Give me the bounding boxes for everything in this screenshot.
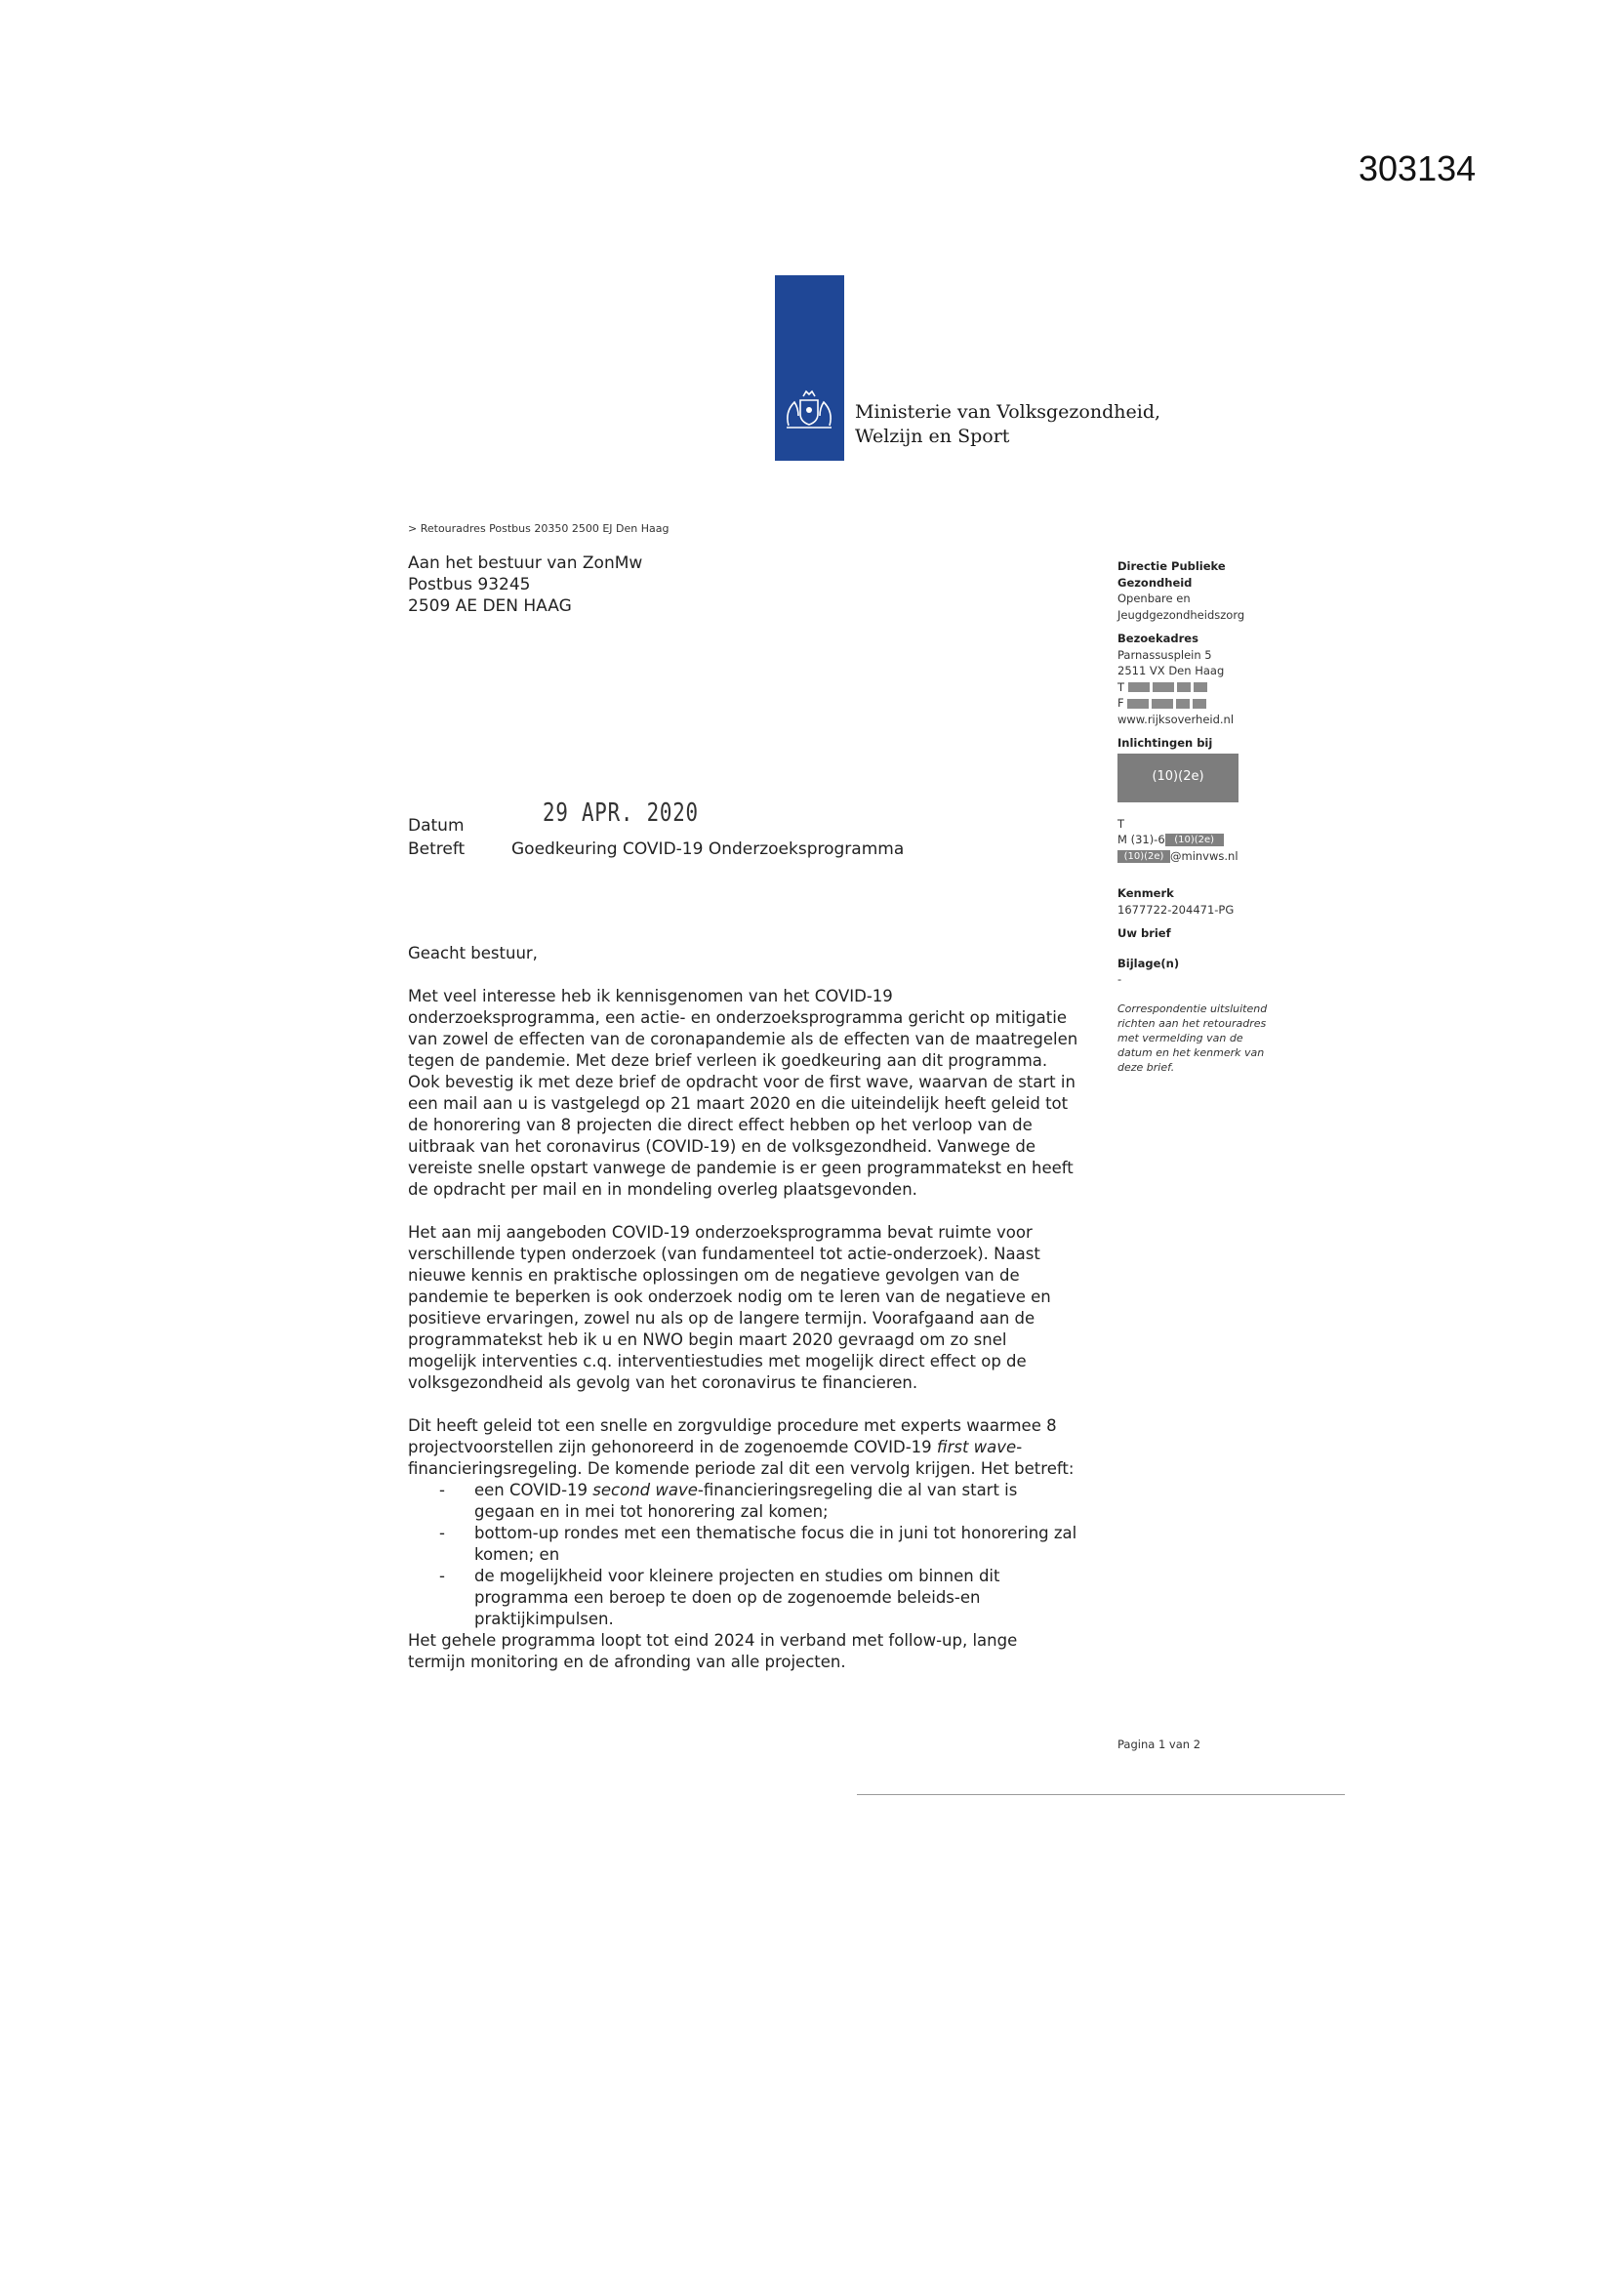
date-stamp: 29 APR. 2020 [543, 798, 699, 828]
list-item [408, 1480, 1111, 1523]
coat-of-arms-icon [779, 387, 839, 433]
bullet-line: de mogelijkheid voor kleinere projecten en studies om binnen dit [474, 1567, 1000, 1585]
attachments-heading: Bijlage(n) [1117, 956, 1180, 970]
your-letter-heading: Uw brief [1117, 926, 1171, 940]
redaction-block [1176, 699, 1190, 709]
italic-term: second wave [592, 1481, 698, 1499]
redaction-block [1152, 699, 1173, 709]
ministry-name-line1: Ministerie van Volksgezondheid, [855, 401, 1161, 423]
bullet-dash: - [439, 1567, 445, 1585]
paragraph-line: positieve ervaringen, zowel nu als op de langere termijn. Voorafgaand aan de [408, 1309, 1035, 1328]
return-address: > Retouradres Postbus 20350 2500 EJ Den Haag [408, 522, 670, 535]
italic-term: first wave [936, 1438, 1017, 1456]
redaction-block [1177, 682, 1191, 692]
addressee-block [408, 552, 642, 617]
paragraph-1 [408, 986, 1111, 1201]
phone-prefix: T [1117, 679, 1125, 694]
visit-city: 2511 VX Den Haag [1117, 664, 1225, 677]
salutation: Geacht bestuur, [408, 944, 538, 962]
paragraph-line: vereiste snelle opstart vanwege de pandemie is er geen programmatekst en heeft [408, 1159, 1074, 1177]
redaction-block [1193, 699, 1206, 709]
correspondence-note-3: met vermelding van de [1117, 1031, 1243, 1044]
bullet-line: bottom-up rondes met een thematische focus die in juni tot honorering zal [474, 1524, 1077, 1542]
reference-heading: Kenmerk [1117, 886, 1174, 900]
contact-t: T [1117, 816, 1125, 831]
fax-prefix: F [1117, 696, 1124, 710]
paragraph-line: tegen de pandemie. Met deze brief verleen ik goedkeuring aan dit programma. [408, 1051, 1048, 1070]
visit-address-heading: Bezoekadres [1117, 632, 1198, 645]
ministry-name [855, 400, 1160, 449]
visit-street: Parnassusplein 5 [1117, 647, 1212, 662]
contact-email [1117, 848, 1313, 865]
ministry-name-line2: Welzijn en Sport [855, 426, 1010, 447]
correspondence-note-4: datum en het kenmerk van [1117, 1045, 1265, 1059]
paragraph-line: de honorering van 8 projecten die direct effect hebben op het verloop van de [408, 1116, 1033, 1134]
bullet-line: gegaan en in mei tot honorering zal komen; [474, 1502, 829, 1521]
letter-body [408, 943, 1111, 1673]
paragraph-line: Dit heeft geleid tot een snelle en zorgvuldige procedure met experts waarmee 8 [408, 1416, 1057, 1435]
paragraph-line: nieuwe kennis en praktische oplossingen om de negatieve gevolgen van de [408, 1266, 1020, 1285]
bullet-dash: - [439, 1481, 445, 1499]
paragraph-2 [408, 1222, 1111, 1394]
paragraph-line: financieringsregeling. De komende periode zal dit een vervolg krijgen. Het betreft: [408, 1459, 1075, 1478]
redaction-block [1194, 682, 1207, 692]
fax-line [1117, 695, 1313, 712]
paragraph-line: een mail aan u is vastgelegd op 21 maart 2020 en die uiteindelijk heeft geleid tot [408, 1094, 1069, 1113]
text-run: - [1016, 1438, 1023, 1456]
paragraph-line: termijn monitoring en de afronding van alle projecten. [408, 1653, 846, 1671]
document-number: 303134 [1359, 148, 1477, 188]
redaction-block [1127, 699, 1149, 709]
info-redaction: (10)(2e) [1117, 754, 1238, 802]
paragraph-line: pandemie te beperken is ook onderzoek nodig om te leren van de negatieve en [408, 1288, 1051, 1306]
paragraph-line: Het aan mij aangeboden COVID-19 onderzoeksprogramma bevat ruimte voor [408, 1223, 1033, 1242]
mobile-prefix: M (31)-6 [1117, 833, 1165, 846]
redaction-block [1128, 682, 1150, 692]
footer-divider [857, 1794, 1345, 1795]
bullet-line: komen; en [474, 1545, 560, 1564]
department-line-2: Jeugdgezondheidszorg [1117, 607, 1245, 622]
bullet-line: programma een beroep te doen op de zogenoemde beleids-en [474, 1588, 981, 1607]
redaction-block [1153, 682, 1174, 692]
contact-mobile [1117, 832, 1313, 848]
subject-value: Goedkeuring COVID-19 Onderzoeksprogramma [511, 839, 905, 859]
paragraph-line: mogelijk interventies c.q. interventiestudies met mogelijk direct effect op de [408, 1352, 1027, 1370]
paragraph-line: Met veel interesse heb ik kennisgenomen van het COVID-19 [408, 987, 893, 1005]
bullet-line [474, 1480, 1017, 1501]
correspondence-note-5: deze brief. [1117, 1060, 1175, 1074]
mobile-redaction: (10)(2e) [1165, 834, 1224, 846]
website: www.rijksoverheid.nl [1117, 712, 1235, 726]
addressee-line3: 2509 AE DEN HAAG [408, 596, 572, 616]
bullet-dash: - [439, 1524, 445, 1542]
directorate-heading-2: Gezondheid [1117, 575, 1193, 590]
sidebar [1117, 558, 1313, 1075]
date-label: Datum [408, 816, 465, 836]
department-line-1: Openbare en [1117, 592, 1191, 605]
paragraph-line [408, 1437, 1111, 1458]
paragraph-line: Ook bevestig ik met deze brief de opdracht voor de first wave, waarvan de start in [408, 1073, 1076, 1091]
correspondence-note-2: richten aan het retouradres [1117, 1016, 1267, 1030]
paragraph-line: programmatekst heb ik u en NWO begin maart 2020 gevraagd om zo snel [408, 1330, 1007, 1349]
text-run: -financieringsregeling die al van start is [697, 1481, 1018, 1499]
list-item [408, 1523, 1111, 1566]
paragraph-3 [408, 1415, 1111, 1673]
info-heading: Inlichtingen bij [1117, 736, 1213, 750]
paragraph-line: verschillende typen onderzoek (van fundamenteel tot actie-onderzoek). Naast [408, 1245, 1040, 1263]
paragraph-line: Het gehele programma loopt tot eind 2024 in verband met follow-up, lange [408, 1631, 1018, 1650]
paragraph-line: de opdracht per mail en in mondeling overleg plaatsgevonden. [408, 1180, 917, 1199]
text-run: een COVID-19 [474, 1481, 593, 1499]
reference-value: 1677722-204471-PG [1117, 902, 1235, 917]
email-redaction: (10)(2e) [1117, 850, 1170, 863]
page-indicator: Pagina 1 van 2 [1117, 1738, 1201, 1751]
attachments-value: - [1117, 972, 1122, 986]
paragraph-line: onderzoeksprogramma, een actie- en onderzoeksprogramma gericht op mitigatie [408, 1008, 1068, 1027]
correspondence-note-1: Correspondentie uitsluitend [1117, 1002, 1268, 1015]
addressee-line1: Aan het bestuur van ZonMw [408, 553, 643, 573]
text-run: projectvoorstellen zijn gehonoreerd in de zogenoemde COVID-19 [408, 1438, 937, 1456]
email-suffix: @minvws.nl [1170, 848, 1238, 863]
subject-label: Betreft [408, 839, 466, 859]
addressee-line2: Postbus 93245 [408, 575, 531, 594]
paragraph-line: uitbraak van het coronavirus (COVID-19) en de volksgezondheid. Vanwege de [408, 1137, 1036, 1156]
paragraph-line: volksgezondheid als gevolg van het coronavirus te financieren. [408, 1373, 918, 1392]
directorate-heading-1: Directie Publieke [1117, 559, 1226, 573]
list-item [408, 1566, 1111, 1630]
paragraph-line: van zowel de effecten van de coronapandemie als de effecten van de maatregelen [408, 1030, 1078, 1048]
phone-line [1117, 679, 1313, 696]
bullet-line: praktijkimpulsen. [474, 1610, 614, 1628]
